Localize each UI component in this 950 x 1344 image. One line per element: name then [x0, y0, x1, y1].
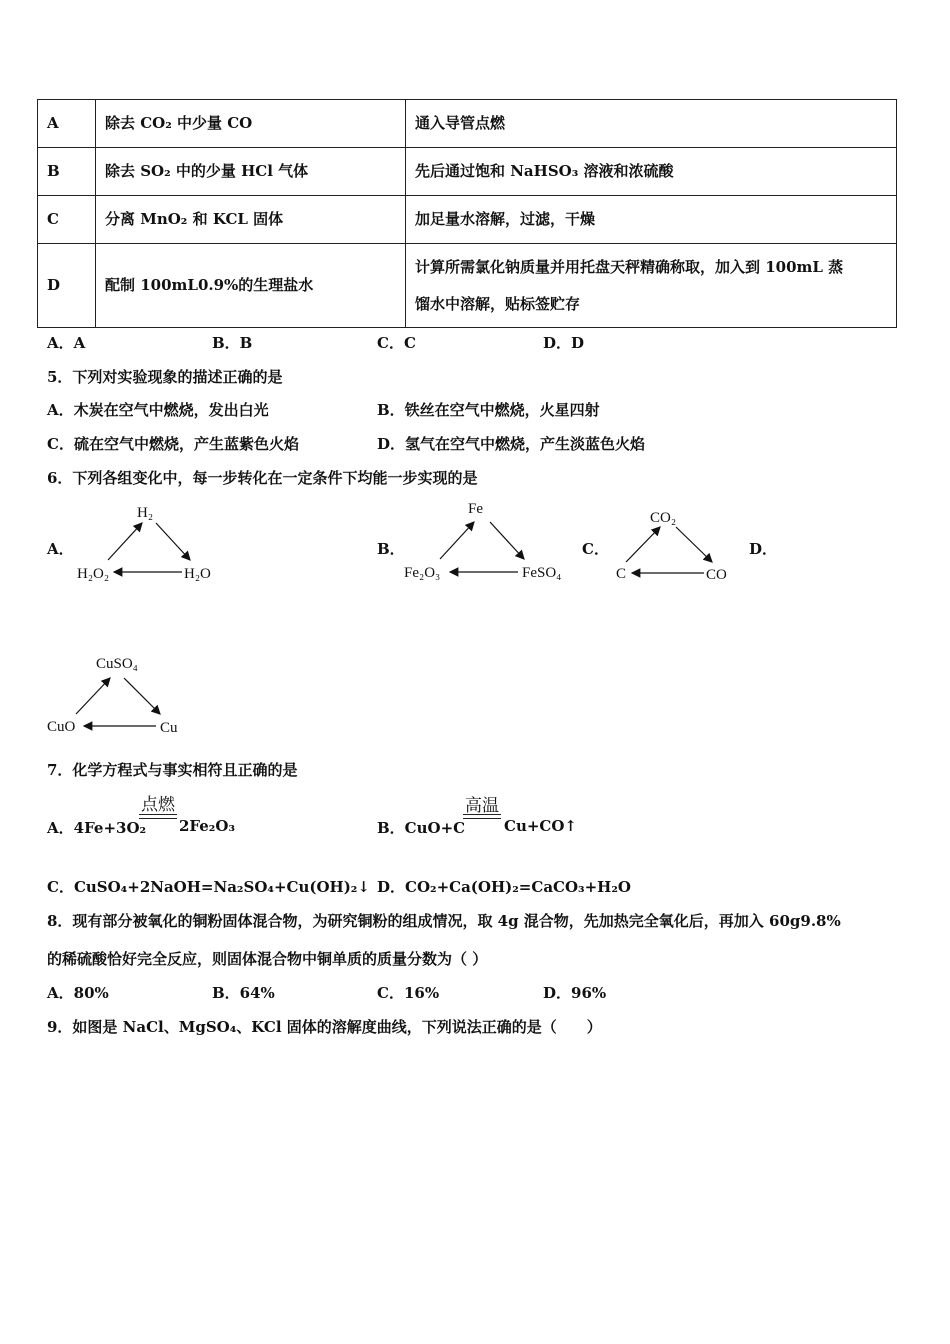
row-label: C	[38, 196, 96, 244]
q5-option-d: D．氢气在空气中燃烧，产生淡蓝色火焰	[377, 435, 646, 453]
diagram-b-left: Fe₂O₃	[404, 565, 441, 581]
q7-stem: 7．化学方程式与事实相符且正确的是	[47, 761, 298, 779]
options-table	[37, 99, 897, 328]
equals-sign-double-line	[463, 814, 501, 819]
diagram-c-right: CO	[706, 567, 727, 583]
arrow-left-to-top	[76, 678, 110, 714]
q5-option-c: C．硫在空气中燃烧，产生蓝紫色火焰	[47, 435, 299, 453]
q7-option-d: D．CO₂+Ca(OH)₂=CaCO₃+H₂O	[377, 878, 631, 896]
q7-option-b-products: Cu+CO↑	[504, 817, 577, 835]
row-label: D	[38, 244, 96, 328]
q8-option-a: A．80%	[47, 984, 109, 1002]
diagram-a-left: H₂O₂	[77, 566, 110, 582]
q6-diagram-c	[610, 502, 745, 590]
arrow-top-to-right	[490, 522, 524, 559]
q6-label-c: C．	[582, 540, 609, 558]
row-label: A	[38, 100, 96, 148]
q5-option-b: B．铁丝在空气中燃烧，火星四射	[377, 401, 600, 419]
diagram-d-left: CuO	[47, 719, 76, 735]
diagram-a-right: H₂O	[184, 566, 211, 582]
q9-stem: 9．如图是 NaCl、MgSO₄、KCl 固体的溶解度曲线，下列说法正确的是（ ）	[47, 1018, 602, 1036]
diagram-d-top: CuSO₄	[96, 656, 138, 672]
q6-label-a: A．	[47, 540, 74, 558]
arrow-left-to-top	[626, 527, 660, 562]
q7-option-b-reactants: B．CuO+C	[377, 819, 466, 837]
q6-diagram-b	[398, 495, 578, 587]
row-method-line1: 计算所需氯化钠质量并用托盘天秤精确称取，加入到 100mL 蒸	[415, 257, 844, 276]
arrow-left-to-top	[108, 523, 142, 560]
q7-a-condition: 点燃	[141, 795, 175, 815]
q6-stem: 6．下列各组变化中，每一步转化在一定条件下均能一步实现的是	[47, 469, 478, 487]
q7-option-a-reactants: A．4Fe+3O₂	[47, 819, 147, 837]
row-method-line2: 馏水中溶解，贴标签贮存	[415, 294, 581, 313]
q4-option-c: C．C	[377, 334, 416, 352]
table-row	[38, 100, 897, 148]
q5-stem: 5．下列对实验现象的描述正确的是	[47, 368, 283, 386]
q8-option-d: D．96%	[543, 984, 607, 1002]
diagram-b-right: FeSO₄	[522, 565, 562, 581]
arrow-top-to-right	[676, 527, 712, 562]
q6-label-d: D．	[749, 540, 778, 558]
diagram-c-top: CO₂	[650, 510, 677, 526]
diagram-b-top: Fe	[468, 501, 483, 517]
q8-option-b: B．64%	[212, 984, 275, 1002]
q5-option-a: A．木炭在空气中燃烧，发出白光	[47, 401, 269, 419]
q6-diagram-a	[70, 498, 230, 588]
q6-diagram-d	[40, 648, 200, 740]
q6-label-b: B．	[377, 540, 405, 558]
arrow-top-to-right	[156, 523, 190, 560]
q7-option-a-products: 2Fe₂O₃	[179, 817, 236, 835]
q4-option-a: A．A	[47, 334, 86, 352]
q7-b-condition: 高温	[465, 796, 499, 816]
diagram-d-right: Cu	[160, 720, 178, 736]
table-row	[38, 148, 897, 196]
equals-sign-double-line	[139, 814, 177, 819]
diagram-c-left: C	[616, 566, 627, 582]
table-row	[38, 196, 897, 244]
arrow-left-to-top	[440, 522, 474, 559]
q4-option-d: D．D	[543, 334, 585, 352]
q8-option-c: C．16%	[377, 984, 440, 1002]
row-purpose: 除去 CO₂ 中少量 CO	[96, 100, 406, 148]
q8-stem-line1: 8．现有部分被氧化的铜粉固体混合物，为研究铜粉的组成情况，取 4g 混合物，先加热完全氧化后，再加入 60g9.8%	[47, 912, 841, 930]
row-method: 加足量水溶解，过滤，干燥	[406, 196, 897, 244]
row-purpose: 除去 SO₂ 中的少量 HCl 气体	[96, 148, 406, 196]
arrow-top-to-right	[124, 678, 160, 714]
row-label: B	[38, 148, 96, 196]
q7-option-c: C．CuSO₄+2NaOH=Na₂SO₄+Cu(OH)₂↓	[47, 878, 370, 896]
row-purpose: 配制 100mL0.9%的生理盐水	[96, 244, 406, 328]
row-method: 通入导管点燃	[406, 100, 897, 148]
q8-stem-line2: 的稀硫酸恰好完全反应，则固体混合物中铜单质的质量分数为（ ）	[47, 950, 488, 968]
diagram-a-top: H₂	[137, 505, 154, 521]
q4-option-b: B．B	[212, 334, 253, 352]
row-method: 先后通过饱和 NaHSO₃ 溶液和浓硫酸	[406, 148, 897, 196]
row-method	[406, 244, 897, 328]
row-purpose: 分离 MnO₂ 和 KCL 固体	[96, 196, 406, 244]
table-row	[38, 244, 897, 328]
